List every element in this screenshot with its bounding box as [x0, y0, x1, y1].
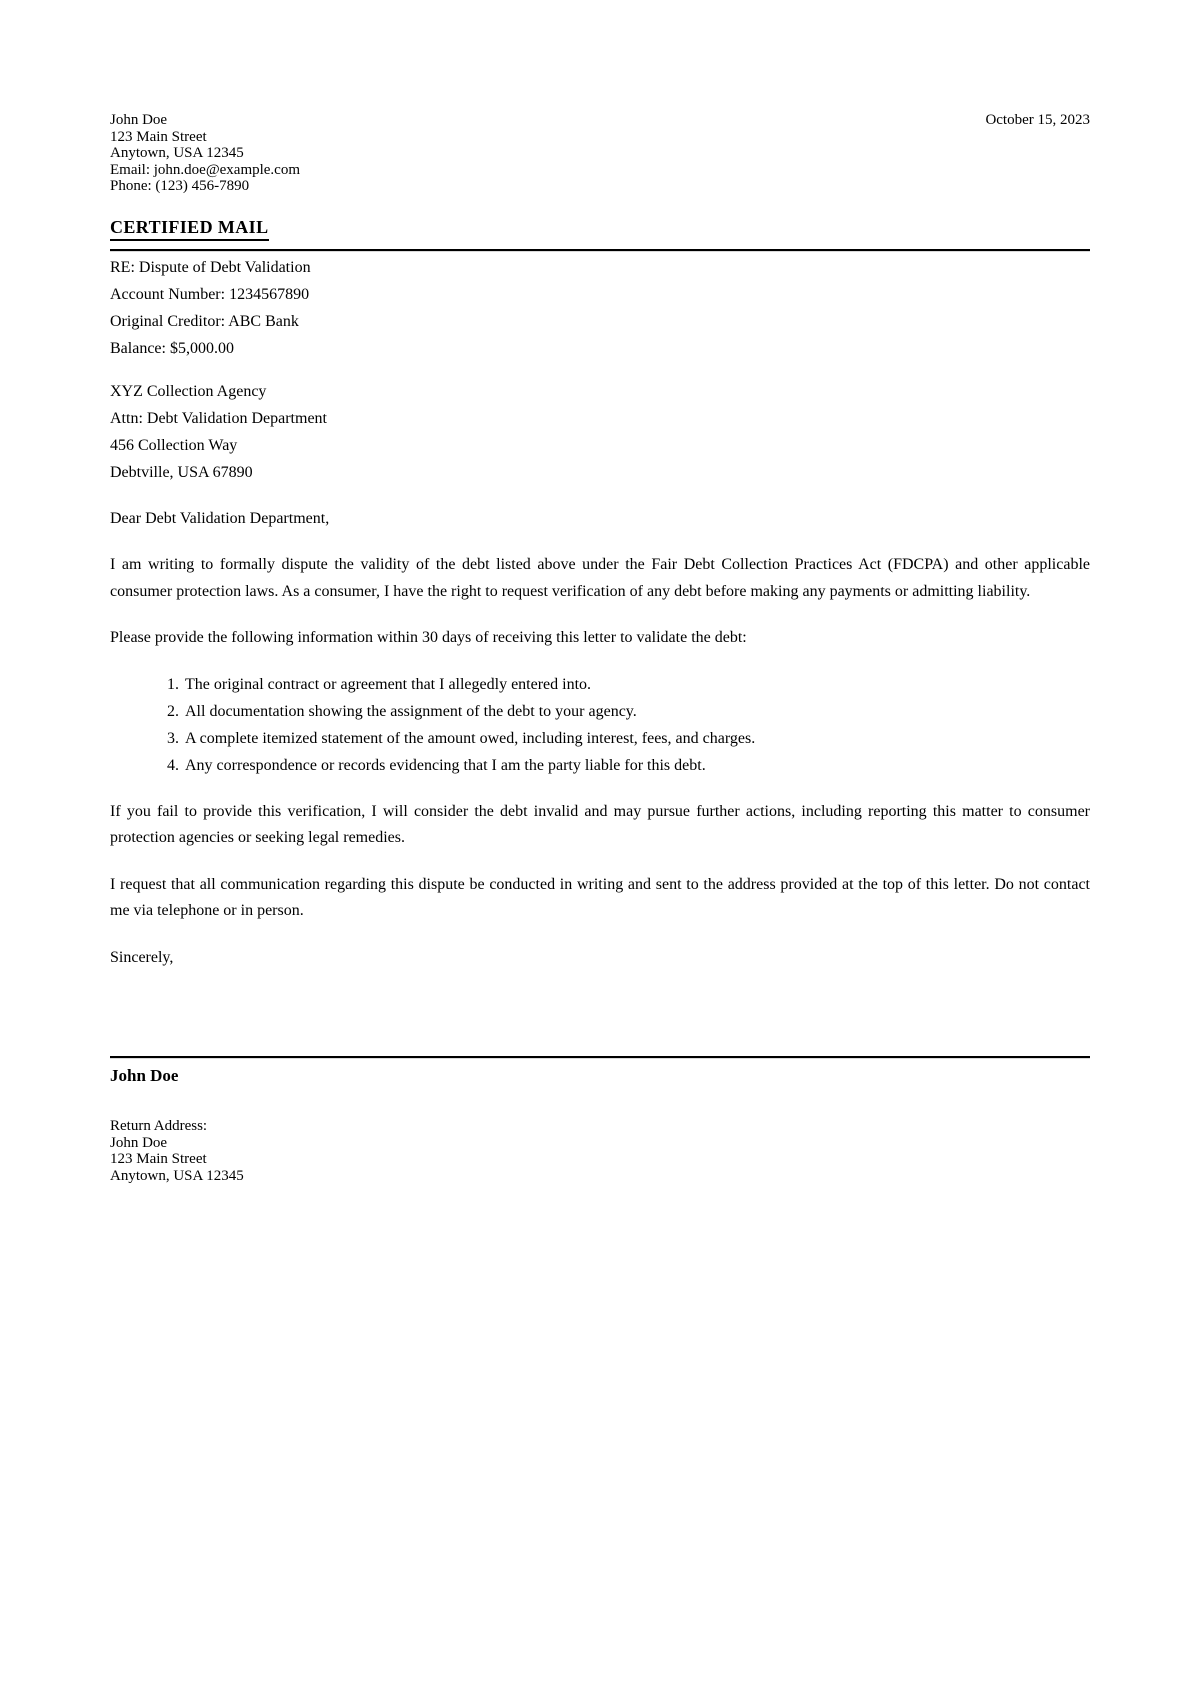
- list-item-assignment: 2. All documentation showing the assignment of the debt to your agency.: [183, 698, 1090, 725]
- letter-header: [110, 112, 1090, 195]
- closing: Sincerely,: [110, 948, 174, 966]
- return-address-name: John Doe: [110, 1134, 168, 1151]
- certified-mail-text: CERTIFIED MAIL: [110, 216, 269, 241]
- sender-phone: Phone: (123) 456-7890: [110, 178, 250, 194]
- recipient-city: Debtville, USA 67890: [110, 463, 253, 481]
- recipient-block: [110, 378, 1090, 486]
- return-address-label: Return Address:: [110, 1118, 208, 1134]
- recipient-attn: Attn: Debt Validation Department: [110, 409, 327, 427]
- return-address-block: [110, 1118, 1090, 1184]
- return-address-city: Anytown, USA 12345: [110, 1167, 244, 1184]
- validation-request-list: [110, 671, 1090, 779]
- re-balance: Balance: $5,000.00: [110, 339, 234, 357]
- return-address-street: 123 Main Street: [110, 1151, 207, 1167]
- re-account-number: Account Number: 1234567890: [110, 285, 310, 303]
- sender-block: [110, 112, 300, 195]
- sender-email: Email: john.doe@example.com: [110, 161, 301, 178]
- re-block: [110, 254, 1090, 362]
- paragraph-request-intro: Please provide the following information within 30 days of receiving this letter to validate the debt:: [110, 629, 747, 646]
- recipient-agency: XYZ Collection Agency: [110, 382, 267, 400]
- re-subject: RE: Dispute of Debt Validation: [110, 258, 311, 276]
- paragraph-dispute: I am writing to formally dispute the validity of the debt listed above under the Fair Debt Collection Practices Act (FDCPA) and other applicable consumer protection laws. As a consumer, I have the right to request verification of any debt before making any payments or admitting liability.: [110, 556, 1090, 600]
- sender-street: 123 Main Street: [110, 128, 207, 145]
- list-item-itemized-statement: 3. A complete itemized statement of the amount owed, including interest, fees, and charges.: [183, 725, 1090, 752]
- sender-name: John Doe: [110, 112, 168, 128]
- paragraph-communication: I request that all communication regarding this dispute be conducted in writing and sent to the address provided at the top of this letter. Do not contact me via telephone or in person.: [110, 875, 1090, 919]
- list-item-correspondence: 4. Any correspondence or records evidencing that I am the party liable for this debt.: [183, 752, 1090, 779]
- signature-divider: [110, 1056, 1090, 1059]
- list-item-contract: 1. The original contract or agreement that I allegedly entered into.: [183, 671, 1090, 698]
- header-divider: [110, 249, 1090, 252]
- sender-city: Anytown, USA 12345: [110, 145, 244, 161]
- recipient-street: 456 Collection Way: [110, 436, 238, 454]
- re-original-creditor: Original Creditor: ABC Bank: [110, 312, 299, 330]
- salutation: Dear Debt Validation Department,: [110, 509, 330, 527]
- letter-date: October 15, 2023: [985, 112, 1090, 128]
- certified-mail-heading: [110, 216, 1090, 241]
- signature-name: John Doe: [110, 1066, 179, 1085]
- paragraph-consequence: If you fail to provide this verification, I will consider the debt invalid and may pursue further actions, including reporting this matter to consumer protection agencies or seeking legal remedies.: [110, 802, 1090, 846]
